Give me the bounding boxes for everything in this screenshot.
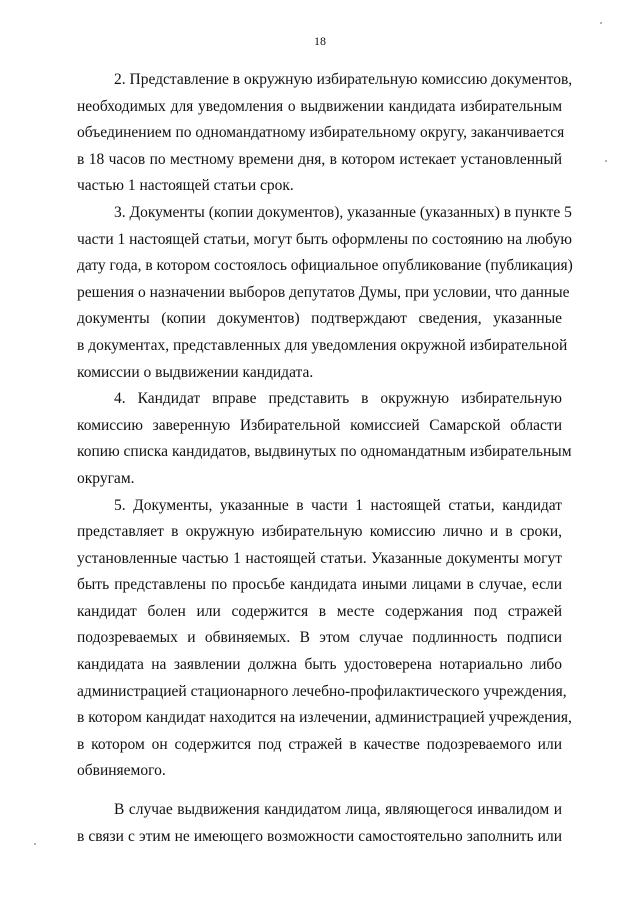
text-line: в 18 часов по местному времени дня, в котором истекает установленный xyxy=(77,150,562,168)
text-line: в документах, представленных для уведомления окружной избирательной xyxy=(77,336,568,354)
paragraph-disabled-candidate xyxy=(77,797,562,850)
text-line: в связи с этим не имеющего возможности самостоятельно заполнить или xyxy=(77,827,562,845)
paragraph-2 xyxy=(77,67,573,200)
text-line: необходимых для уведомления о выдвижении кандидата избирательным xyxy=(77,97,562,115)
text-line: частью 1 настоящей статьи срок. xyxy=(77,177,294,195)
document-body xyxy=(77,67,573,850)
text-line: дату года, в котором состоялось официальное опубликование (публикация) xyxy=(77,257,573,275)
text-line: В случае выдвижения кандидатом лица, являющегося инвалидом и xyxy=(114,801,562,819)
scan-speck xyxy=(34,843,36,845)
text-line: 2. Представление в окружную избирательную комиссию документов, xyxy=(114,71,573,88)
scan-speck xyxy=(600,22,602,24)
text-line: в котором кандидат находится на излечении, администрацией учреждения, xyxy=(77,709,572,727)
text-line: подозреваемых и обвиняемых. В этом случае подлинность подписи xyxy=(77,629,562,647)
text-line: округам. xyxy=(77,469,135,487)
text-line: кандидата на заявлении должна быть удостоверена нотариально либо xyxy=(77,656,562,674)
text-line: комиссии о выдвижении кандидата. xyxy=(77,363,314,381)
text-line: в котором он содержится под стражей в качестве подозреваемого или xyxy=(77,735,562,753)
text-line: документы (копии документов) подтверждают сведения, указанные xyxy=(77,310,562,328)
text-line: 4. Кандидат вправе представить в окружную избирательную xyxy=(114,390,562,408)
scan-speck xyxy=(605,160,607,162)
text-line: 5. Документы, указанные в части 1 настоящей статьи, кандидат xyxy=(114,496,562,514)
text-line: представляет в окружную избирательную комиссию лично и в сроки, xyxy=(77,523,562,541)
paragraph-4 xyxy=(77,386,572,492)
text-line: 3. Документы (копии документов), указанные (указанных) в пункте 5 xyxy=(114,203,572,221)
text-line: копию списка кандидатов, выдвинутых по одномандатным избирательным xyxy=(77,443,572,461)
text-line: администрацией стационарного лечебно-профилактического учреждения, xyxy=(77,682,567,700)
text-line: решения о назначении выборов депутатов Думы, при условии, что данные xyxy=(77,283,570,301)
paragraph-5 xyxy=(77,493,572,786)
paragraph-3 xyxy=(77,200,573,386)
text-line: установленные частью 1 настоящей статьи. Указанные документы могут xyxy=(77,549,562,567)
text-line: объединением по одномандатному избирательному округу, заканчивается xyxy=(77,124,565,142)
text-line: части 1 настоящей статьи, могут быть оформлены по состоянию на любую xyxy=(77,230,572,248)
text-line: комиссию заверенную Избирательной комиссией Самарской области xyxy=(77,416,562,434)
text-line: обвиняемого. xyxy=(77,762,166,780)
page-number: 18 xyxy=(314,34,326,48)
text-line: быть представлены по просьбе кандидата иными лицами в случае, если xyxy=(77,576,562,594)
text-line: кандидат болен или содержится в месте содержания под стражей xyxy=(77,602,562,620)
